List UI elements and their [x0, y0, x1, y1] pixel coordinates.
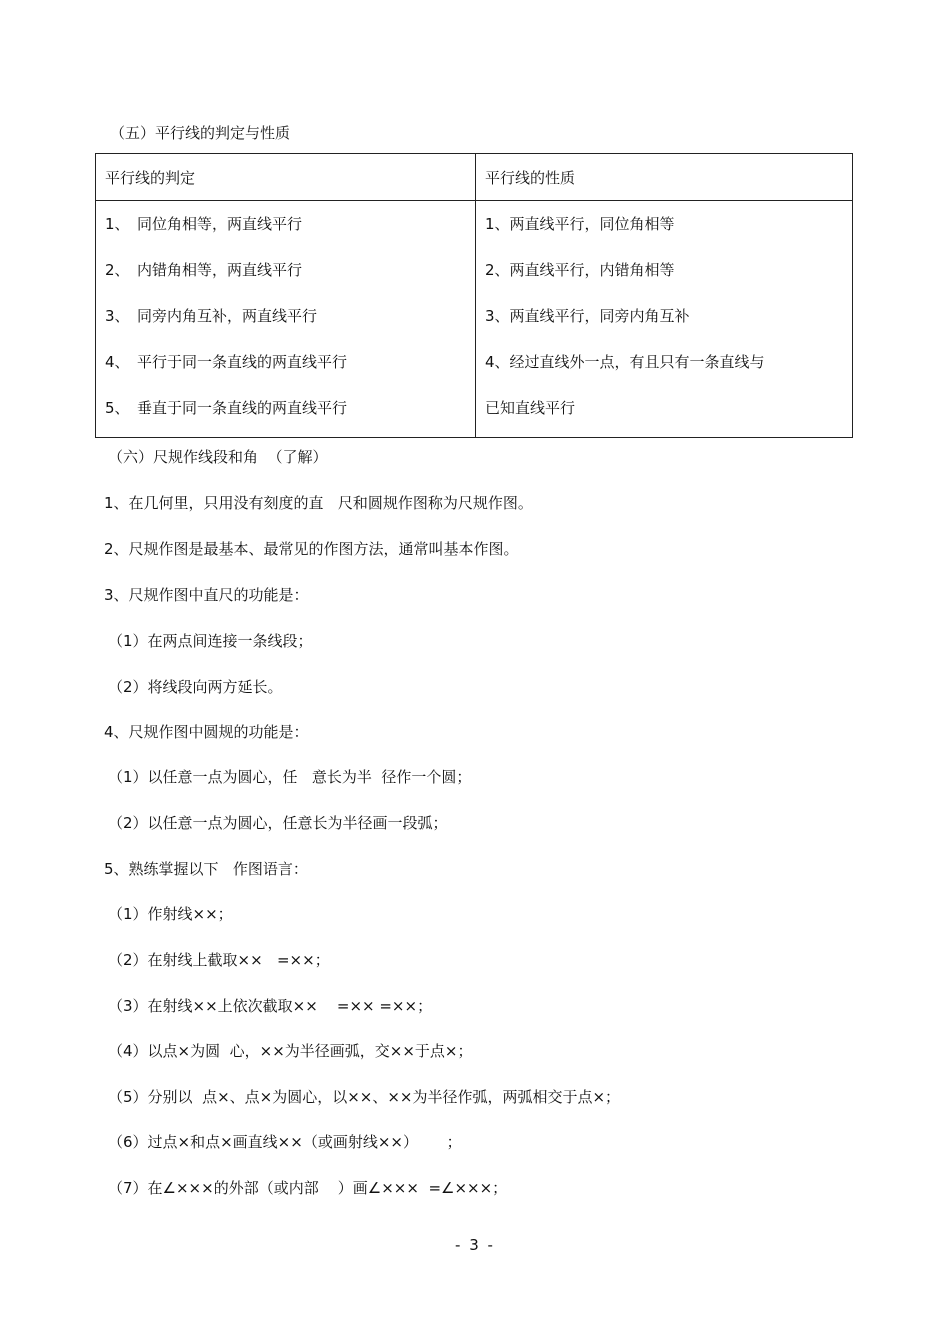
- page-number: - 3 -: [455, 1236, 495, 1254]
- text-line: 5、熟练掌握以下 作图语言：: [104, 860, 308, 878]
- list-item: 4、 平行于同一条直线的两直线平行: [105, 353, 348, 371]
- text-line: 2、尺规作图是最基本、最常见的作图方法，通常叫基本作图。: [104, 540, 519, 558]
- text-line: （5）分别以 点×、点×为圆心，以××、××为半径作弧，两弧相交于点×；: [108, 1088, 621, 1106]
- text-line: （2）将线段向两方延长。: [108, 678, 283, 696]
- text-line: （4）以点×为圆 心，××为半径画弧，交××于点×；: [108, 1042, 473, 1060]
- text-line: （6）过点×和点×画直线××（或画射线××） ；: [108, 1133, 462, 1151]
- section-heading-parallel-lines: （五）平行线的判定与性质: [110, 124, 291, 142]
- criteria-cell: [96, 201, 476, 438]
- list-item: 已知直线平行: [485, 399, 576, 417]
- list-item: 2、 内错角相等，两直线平行: [105, 261, 303, 279]
- text-line: （2）在射线上截取×× =××；: [108, 951, 330, 969]
- text-line: 4、尺规作图中圆规的功能是：: [104, 723, 309, 741]
- list-item: 3、 同旁内角互补，两直线平行: [105, 307, 318, 325]
- table-header-criteria: 平行线的判定: [96, 154, 476, 201]
- section-heading-ruler-compass: （六）尺规作线段和角 （了解）: [108, 448, 328, 466]
- list-item: 4、经过直线外一点，有且只有一条直线与: [485, 353, 765, 371]
- table-header-row: [96, 154, 853, 201]
- list-item: 2、两直线平行，内错角相等: [485, 261, 675, 279]
- list-item: 1、 同位角相等，两直线平行: [105, 215, 303, 233]
- text-line: （1）以任意一点为圆心，任 意长为半 径作一个圆；: [108, 768, 472, 786]
- text-line: 3、尺规作图中直尺的功能是：: [104, 586, 309, 604]
- table-header-properties: 平行线的性质: [476, 154, 853, 201]
- text-line: 1、在几何里，只用没有刻度的直 尺和圆规作图称为尺规作图。: [104, 494, 533, 512]
- list-item: 3、两直线平行，同旁内角互补: [485, 307, 690, 325]
- table-row: [96, 201, 853, 438]
- list-item: 5、 垂直于同一条直线的两直线平行: [105, 399, 348, 417]
- parallel-lines-table: [95, 153, 853, 438]
- list-item: 1、两直线平行，同位角相等: [485, 215, 675, 233]
- text-line: （7）在∠×××的外部（或内部 ）画∠××× =∠×××；: [108, 1179, 508, 1197]
- properties-cell: [476, 201, 853, 438]
- text-line: （3）在射线××上依次截取×× =×× =××；: [108, 997, 433, 1015]
- text-line: （1）在两点间连接一条线段；: [108, 632, 313, 650]
- text-line: （2）以任意一点为圆心，任意长为半径画一段弧；: [108, 814, 448, 832]
- text-line: （1）作射线××；: [108, 905, 233, 923]
